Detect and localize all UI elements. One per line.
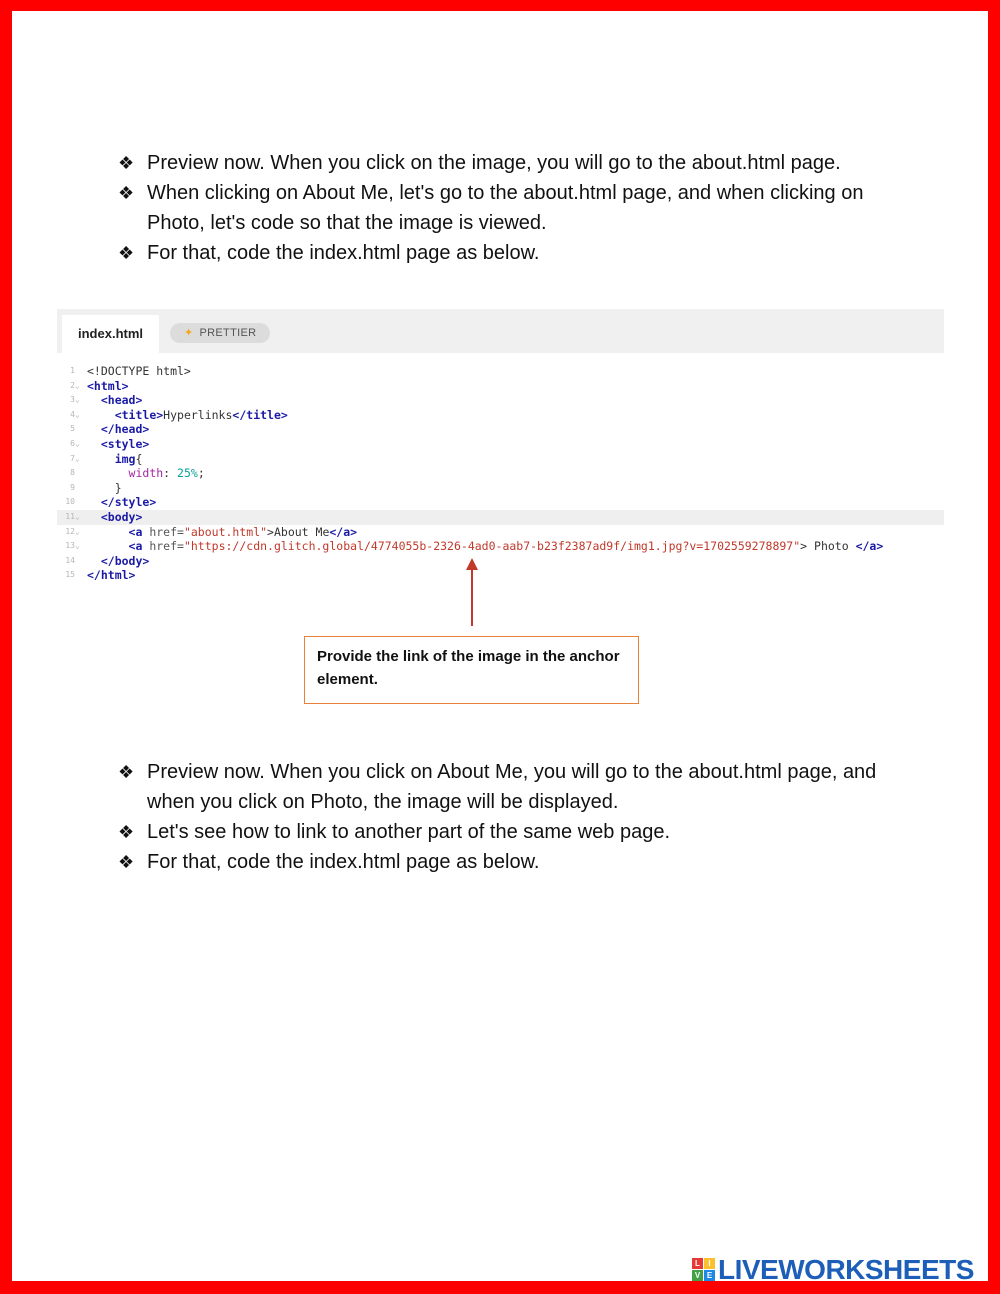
code-line: 15 </html>	[65, 568, 136, 583]
callout-box: Provide the link of the image in the anchor element.	[304, 636, 639, 704]
list-item: ❖ Preview now. When you click on the image, you will go to the about.html page.	[118, 148, 908, 178]
code-line: 2 ⌄ <html>	[70, 378, 129, 393]
diamond-bullet-icon: ❖	[118, 183, 135, 203]
list-item: ❖ Preview now. When you click on About Me, you will go to the about.html page, and when you click on Photo, the image will be displayed.	[118, 757, 908, 817]
code-line: 9 }	[70, 480, 122, 495]
fold-chevron-icon: ⌄	[75, 438, 80, 448]
code-line: 1 <!DOCTYPE html>	[70, 364, 191, 378]
fold-chevron-icon: ⌄	[75, 409, 80, 419]
logo-wordmark: LIVEWORKSHEETS	[718, 1254, 974, 1285]
prettier-button[interactable]: ✦ PRETTIER	[170, 323, 270, 343]
list-item: ❖ For that, code the index.html page as below.	[118, 847, 908, 877]
list-item: ❖ For that, code the index.html page as below.	[118, 238, 908, 268]
code-line: 10 </style>	[65, 495, 157, 510]
diamond-bullet-icon: ❖	[118, 762, 135, 782]
code-line: 8 width: 25%;	[70, 466, 205, 481]
tab-index-html[interactable]: index.html	[62, 315, 159, 353]
code-line: 12 ⌄ <a href="about.html">About Me</a>	[65, 524, 358, 539]
code-line: 4 ⌄ <title>Hyperlinks</title>	[70, 407, 288, 422]
list-item: ❖ Let's see how to link to another part of the same web page.	[118, 817, 908, 847]
logo-mark-icon: L I V E	[692, 1258, 716, 1282]
fold-chevron-icon: ⌄	[75, 380, 80, 390]
code-line: 7 ⌄ img{	[70, 451, 143, 466]
fold-chevron-icon: ⌄	[75, 526, 80, 536]
diamond-bullet-icon: ❖	[118, 243, 135, 263]
code-line: 6 ⌄ <style>	[70, 436, 150, 451]
fold-chevron-icon: ⌄	[75, 395, 80, 405]
code-line: 5 </head>	[70, 422, 150, 437]
diamond-bullet-icon: ❖	[118, 153, 135, 173]
outro-bullet-list	[118, 757, 908, 877]
code-line: 14 </body>	[65, 553, 150, 568]
code-line: 11 ⌄ <body>	[57, 510, 944, 525]
code-line: 13 ⌄ <a href="https://cdn.glitch.global/4774055b-2326-4ad0-aab7-b23f2387ad9f/img1.jpg?v=1702559278897"> Photo </a>	[65, 539, 884, 554]
fold-chevron-icon: ⌄	[75, 453, 80, 463]
list-item: ❖ When clicking on About Me, let's go to the about.html page, and when clicking on Photo, let's code so that the image is viewed.	[118, 178, 908, 238]
fold-chevron-icon: ⌄	[75, 541, 80, 551]
diamond-bullet-icon: ❖	[118, 822, 135, 842]
sparkle-icon: ✦	[184, 327, 194, 339]
code-line: 3 ⌄ <head>	[70, 393, 143, 408]
diamond-bullet-icon: ❖	[118, 852, 135, 872]
fold-chevron-icon: ⌄	[75, 511, 80, 521]
